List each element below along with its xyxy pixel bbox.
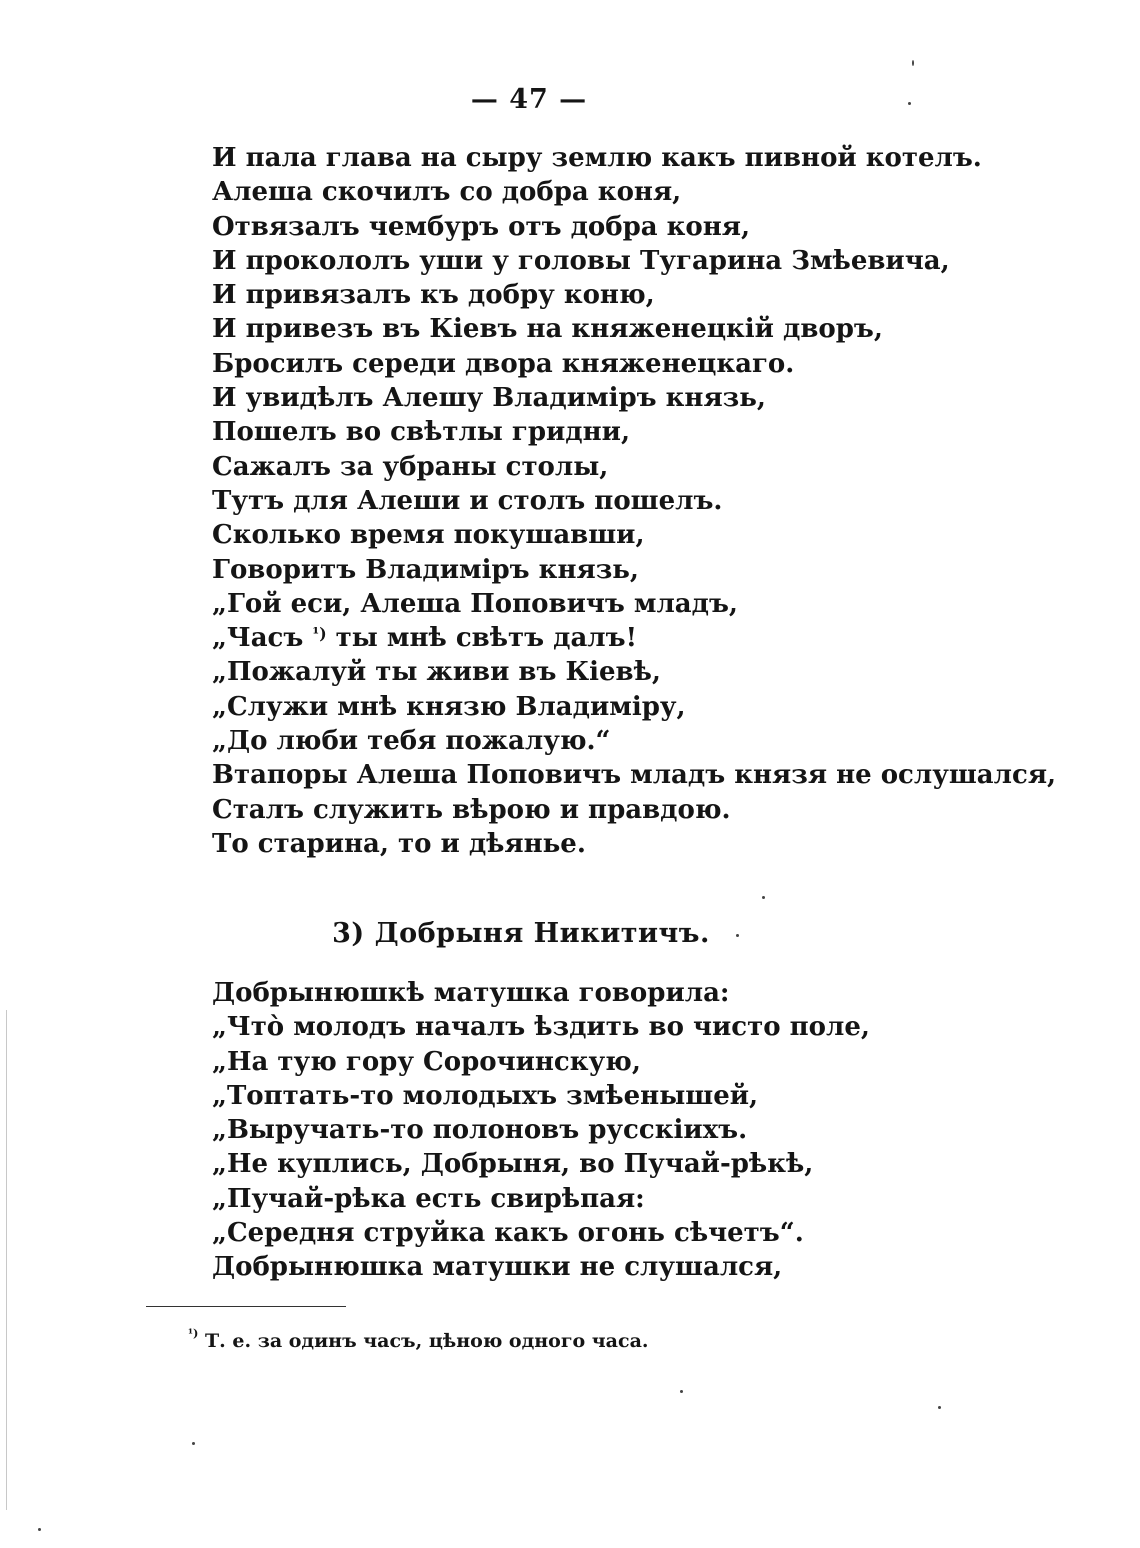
verse-line: И пала глава на сыру землю какъ пивной котелъ. <box>212 143 982 173</box>
verse-line: „Пучай-рѣка есть свирѣпая: <box>212 1183 645 1214</box>
verse-line: И привязалъ къ добру коню, <box>212 280 655 311</box>
footnote-reference[interactable]: ¹) <box>312 624 327 644</box>
verse-line: Говоритъ Владиміръ князь, <box>212 554 639 585</box>
verse-line: „Служи мнѣ князю Владиміру, <box>212 691 686 722</box>
scan-speck <box>192 1442 195 1445</box>
scan-speck <box>680 1390 683 1393</box>
verse-line: И привезъ въ Кіевъ на княженецкій дворъ, <box>212 314 883 345</box>
verse-line: „Середня струйка какъ огонь сѣчетъ“. <box>212 1218 804 1249</box>
scan-speck <box>762 896 765 899</box>
scan-speck <box>736 934 739 937</box>
scan-edge-line <box>6 1010 7 1510</box>
scan-speck <box>38 1528 41 1531</box>
verse-line: Добрынюшка матушки не слушался, <box>212 1252 783 1283</box>
verse-block <box>212 141 1056 861</box>
scan-speck <box>912 60 914 66</box>
verse-line-end: ты мнѣ свѣтъ далъ! <box>326 623 637 654</box>
verse-line: „Не куплись, Добрыня, во Пучай-рѣкѣ, <box>212 1149 814 1180</box>
verse-line: И увидѣлъ Алешу Владиміръ князь, <box>212 383 766 414</box>
verse-block <box>212 976 870 1285</box>
verse-line: „Что̀ молодъ началъ ѣздить во чисто поле, <box>212 1012 870 1043</box>
verse-line: „Гой еси, Алеша Поповичъ младъ, <box>212 588 738 619</box>
verse-line: Тутъ для Алеши и столъ пошелъ. <box>212 485 723 516</box>
verse-line: Пошелъ во свѣтлы гридни, <box>212 417 630 448</box>
verse-line: Сколько время покушавши, <box>212 520 645 551</box>
footnote <box>188 1326 649 1352</box>
verse-line: „На тую гору Сорочинскую, <box>212 1046 641 1077</box>
scan-speck <box>938 1406 941 1409</box>
verse-line: Бросилъ середи двора княженецкаго. <box>212 348 795 379</box>
verse-line: Сажалъ за убраны столы, <box>212 451 609 482</box>
verse-line: То старина, то и дѣянье. <box>212 828 586 859</box>
footnote-mark: ¹) <box>188 1326 199 1340</box>
verse-line-with-note <box>212 621 1056 655</box>
verse-line: Втапоры Алеша Поповичъ младъ князя не ослушался, <box>212 760 1057 791</box>
verse-line: Алеша скочилъ со добра коня, <box>212 177 682 208</box>
verse-line: Сталъ служить вѣрою и правдою. <box>212 794 731 825</box>
verse-line: Отвязалъ чембуръ отъ добра коня, <box>212 211 751 242</box>
verse-line: Добрынюшкѣ матушка говорила: <box>212 978 730 1008</box>
verse-line: „Пожалуй ты живи въ Кіевѣ, <box>212 657 661 688</box>
verse-line: „Топтать-то молодыхъ змѣенышей, <box>212 1080 759 1111</box>
verse-line-start: „Часъ <box>212 623 304 654</box>
verse-line: „До люби тебя пожалую.“ <box>212 726 611 757</box>
verse-line: „Выручать-то полоновъ русскіихъ. <box>212 1115 748 1146</box>
verse-line: И прокололъ уши у головы Тугарина Змѣевича, <box>212 245 950 276</box>
page-number: — 47 — <box>470 84 588 115</box>
scan-speck <box>908 102 911 105</box>
footnote-text: Т. е. за одинъ часъ, цѣною одного часа. <box>198 1330 649 1352</box>
section-heading: 3) Добрыня Никитичъ. <box>332 918 710 949</box>
footnote-divider <box>146 1306 346 1307</box>
